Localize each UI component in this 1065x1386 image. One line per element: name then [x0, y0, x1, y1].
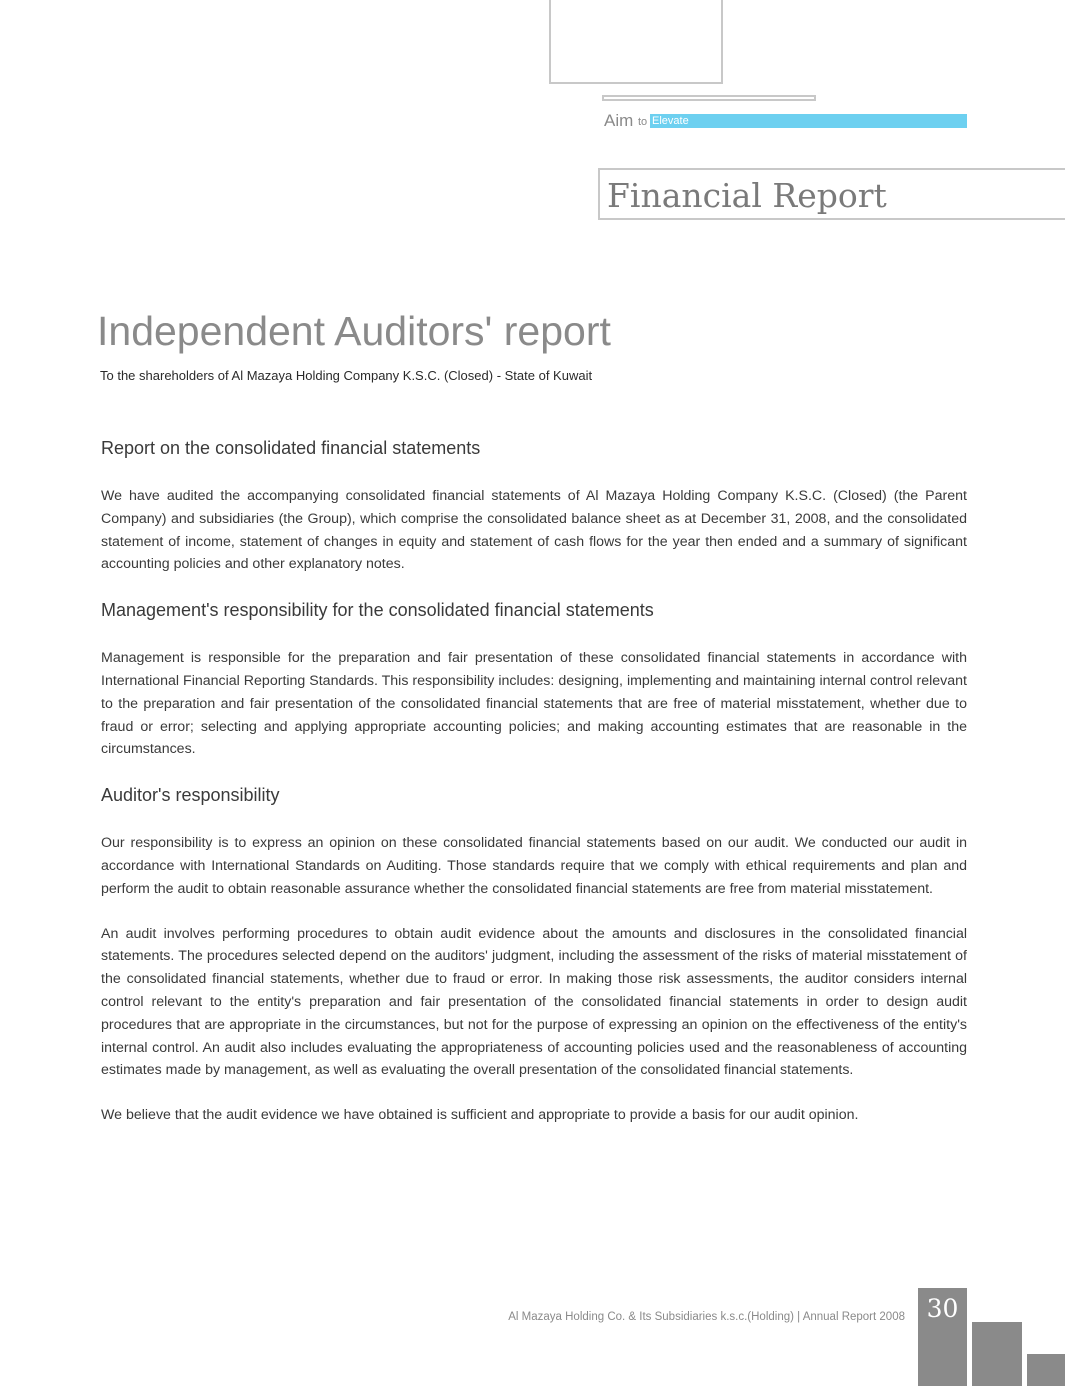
paragraph: An audit involves performing procedures to obtain audit evidence about the amounts and disclosures in the consolidated financial statements. The procedures selected depend on the auditors' judgment, including the assessment of the risks of material misstatement of the consolidated financial statements, whether due to fraud or error. In making those risk assessments, the auditor considers internal control relevant to the entity's preparation and fair presentation of the consolidated financial statements in order to design audit procedures that are appropriate in the circumstances, but not for the purpose of expressing an opinion on the effectiveness of the entity's internal control. An audit also includes evaluating the appropriateness of accounting policies used and the reasonableness of accounting estimates made by management, as well as evaluating the overall presentation of the consolidated financial statements.	[101, 925, 967, 1079]
section-title-box	[598, 168, 1065, 220]
footer-text: Al Mazaya Holding Co. & Its Subsidiaries k.s.c.(Holding) | Annual Report 2008	[508, 1311, 905, 1323]
header-decoration-bar	[602, 95, 816, 101]
tagline-elevate: Elevate	[650, 114, 967, 128]
section-title: Financial Report	[607, 176, 887, 215]
page-title: Independent Auditors' report	[97, 308, 611, 354]
tagline-aim: Aim	[604, 111, 634, 130]
tagline-to: to	[638, 116, 648, 128]
page-number-block	[918, 1288, 967, 1386]
section-heading-auditor: Auditor's responsibility	[101, 785, 280, 806]
page-subtitle: To the shareholders of Al Mazaya Holding Company K.S.C. (Closed) - State of Kuwait	[100, 368, 593, 383]
footer-decoration-block	[1027, 1354, 1065, 1386]
page-number: 30	[926, 1294, 959, 1323]
tagline	[604, 111, 968, 131]
header-decoration-box	[549, 0, 723, 84]
section-heading-management: Management's responsibility for the consolidated financial statements	[101, 600, 654, 621]
paragraph: We have audited the accompanying consolidated financial statements of Al Mazaya Holding Company K.S.C. (Closed) (the Parent Company) and subsidiaries (the Group), which comprise the consolidated balance sheet as at December 31, 2008, and the consolidated statement of income, statement of changes in equity and statement of cash flows for the year then ended and a summary of significant accounting policies and other explanatory notes.	[101, 488, 967, 573]
paragraph: Management is responsible for the preparation and fair presentation of these consolidated financial statements in accordance with International Financial Reporting Standards. This responsibility includes: designing, implementing and maintaining internal control relevant to the preparation and fair presentation of the consolidated financial statements that are free of material misstatement, whether due to fraud or error; selecting and applying appropriate accounting policies; and making accounting estimates that are reasonable in the circumstances.	[101, 650, 967, 758]
paragraph: Our responsibility is to express an opinion on these consolidated financial statements based on our audit. We conducted our audit in accordance with International Standards on Auditing. Those standards require that we comply with ethical requirements and plan and perform the audit to obtain reasonable assurance whether the consolidated financial statements are free from material misstatement.	[101, 835, 967, 897]
footer-decoration-block	[972, 1322, 1022, 1386]
paragraph: We believe that the audit evidence we have obtained is sufficient and appropriate to provide a basis for our audit opinion.	[101, 1107, 859, 1124]
section-heading-report: Report on the consolidated financial statements	[101, 438, 481, 458]
report-body	[101, 438, 967, 1149]
